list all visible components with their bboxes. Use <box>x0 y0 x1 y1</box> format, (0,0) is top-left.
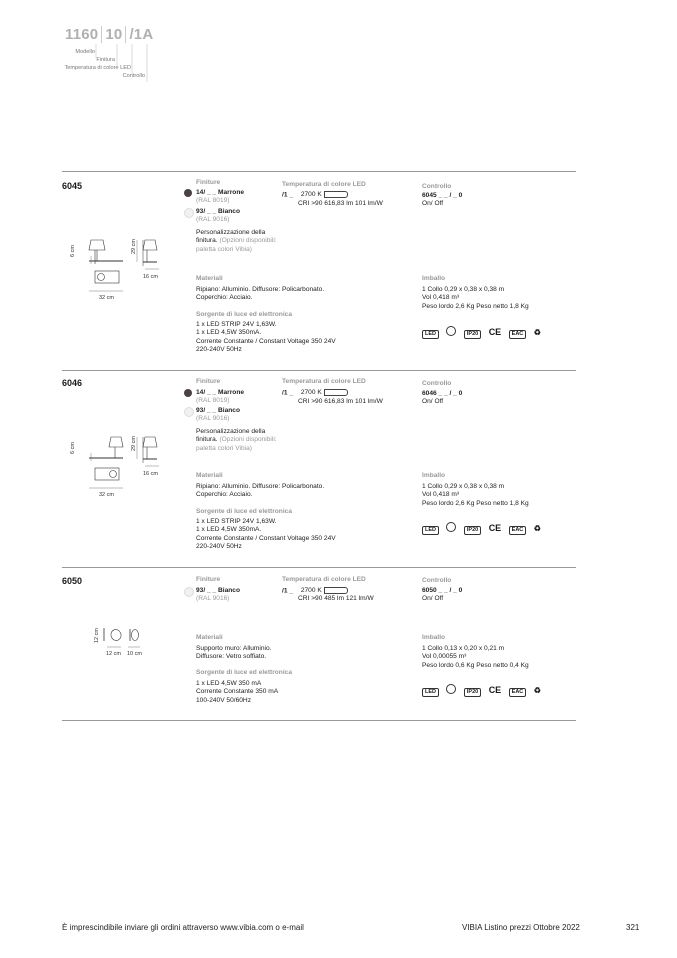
imballo-label: Imballo <box>422 472 446 479</box>
code-legend <box>62 26 156 43</box>
controllo-label: Controllo <box>422 577 452 584</box>
eac-badge: EAC <box>509 330 527 339</box>
dim-h: 29 cm <box>131 239 137 254</box>
legend-temp: Temperatura di colore LED <box>64 65 131 71</box>
dim-w: 32 cm <box>99 295 114 301</box>
lamp-icon <box>446 326 456 336</box>
temp-cri: CRI >90 616,83 lm 101 lm/W <box>298 398 383 405</box>
dim-d: 16 cm <box>143 274 158 280</box>
recycle-icon: ♻ <box>533 524 541 533</box>
ip20-badge: IP20 <box>464 526 481 535</box>
controllo-label: Controllo <box>422 183 452 190</box>
ip20-badge: IP20 <box>464 688 481 697</box>
recycle-icon: ♻ <box>533 686 541 695</box>
led-badge: LED <box>422 688 439 697</box>
sorgente-text: 1 x LED STRIP 24V 1,63W. 1 x LED 4,5W 350mA. Corrente Constante / Constant Voltage 350 24V 220-240V 50Hz <box>196 518 336 551</box>
temp-code: /1 _ 2700 K <box>282 587 348 596</box>
lamp-icon <box>446 684 456 694</box>
sorgente-label: Sorgente di luce ed elettronica <box>196 669 292 676</box>
dim-s: 6 cm <box>70 245 76 257</box>
temp-code: /1 _ 2700 K <box>282 389 348 398</box>
product-sku: 6045 <box>62 181 83 191</box>
legend-model: Modello <box>75 49 95 55</box>
imballo-text: 1 Collo 0,29 x 0,38 x 0,38 m Vol 0,418 m³ Peso lordo 2,6 Kg Peso netto 1,8 Kg <box>422 286 529 310</box>
product-sku: 6050 <box>62 576 83 586</box>
energy-label-icon <box>324 389 348 396</box>
temp-cri: CRI >90 616,83 lm 101 lm/W <box>298 200 383 207</box>
swatch-marrone <box>184 389 192 397</box>
product-drawing-6050 <box>95 625 155 655</box>
code-part-model: 1160 <box>62 26 102 43</box>
lamp-icon <box>446 522 456 532</box>
materiali-text: Ripiano: Alluminio. Diffusore: Policarbonato. Coperchio: Acciaio. <box>196 286 325 302</box>
dim-d: 10 cm <box>127 651 142 657</box>
led-badge: LED <box>422 330 439 339</box>
finish-marrone: 14/ _ _ Marrone (RAL 8019) <box>196 189 245 205</box>
code-part-control: /1A <box>129 26 154 43</box>
materiali-label: Materiali <box>196 634 223 641</box>
sorgente-label: Sorgente di luce ed elettronica <box>196 311 292 318</box>
imballo-label: Imballo <box>422 275 446 282</box>
certifications <box>422 322 541 340</box>
product-drawing-6045 <box>75 236 170 306</box>
controllo-label: Controllo <box>422 380 452 387</box>
page-number: 321 <box>626 923 640 932</box>
section-divider <box>62 370 576 371</box>
product-sku: 6046 <box>62 378 83 388</box>
controllo-value: On/ Off <box>422 200 444 207</box>
energy-label-icon <box>324 587 348 594</box>
swatch-marrone <box>184 189 192 197</box>
eac-badge: EAC <box>509 526 527 535</box>
dim-w: 32 cm <box>99 492 114 498</box>
materiali-label: Materiali <box>196 472 223 479</box>
finish-marrone: 14/ _ _ Marrone (RAL 8019) <box>196 389 245 405</box>
ce-icon: CE <box>488 327 502 337</box>
temp-label: Temperatura di colore LED <box>282 181 366 188</box>
imballo-label: Imballo <box>422 634 446 641</box>
legend-finish: Finitura <box>96 57 115 63</box>
energy-label-icon <box>324 191 348 198</box>
legend-lines <box>0 44 160 84</box>
finiture-label: Finiture <box>196 378 221 385</box>
finish-bianco: 93/ _ _ Bianco (RAL 9016) <box>196 208 240 224</box>
temp-label: Temperatura di colore LED <box>282 378 366 385</box>
custom-note: Personalizzazione della finitura. (Opzioni disponibili: paletta colori Vibia) <box>196 229 277 253</box>
sorgente-label: Sorgente di luce ed elettronica <box>196 508 292 515</box>
controllo-code: 6050 _ _ / _ 0 <box>422 587 463 594</box>
custom-note: Personalizzazione della finitura. (Opzioni disponibili: paletta colori Vibia) <box>196 428 277 452</box>
swatch-bianco <box>184 208 194 218</box>
imballo-text: 1 Collo 0,13 x 0,20 x 0,21 m Vol 0,00055 m³ Peso lordo 0,6 Kg Peso netto 0,4 Kg <box>422 645 529 669</box>
dim-w: 12 cm <box>106 651 121 657</box>
section-divider <box>62 567 576 568</box>
finiture-label: Finiture <box>196 576 221 583</box>
code-part-finish: 10 <box>102 26 126 43</box>
ce-icon: CE <box>488 523 502 533</box>
controllo-value: On/ Off <box>422 595 444 602</box>
legend-control: Controllo <box>122 73 145 79</box>
controllo-value: On/ Off <box>422 398 444 405</box>
recycle-icon: ♻ <box>533 328 541 337</box>
materiali-text: Supporto muro: Alluminio. Diffusore: Vetro soffiato. <box>196 645 272 661</box>
certifications <box>422 518 541 536</box>
dim-s: 6 cm <box>70 442 76 454</box>
dim-h: 29 cm <box>131 436 137 451</box>
led-badge: LED <box>422 526 439 535</box>
footer-note: È imprescindibile inviare gli ordini attraverso www.vibia.com o e-mail <box>62 923 304 932</box>
section-divider <box>62 720 576 721</box>
imballo-text: 1 Collo 0,29 x 0,38 x 0,38 m Vol 0,418 m³ Peso lordo 2,6 Kg Peso netto 1,8 Kg <box>422 483 529 507</box>
materiali-text: Ripiano: Alluminio. Diffusore: Policarbonato. Coperchio: Acciaio. <box>196 483 325 499</box>
finish-bianco: 93/ _ _ Bianco (RAL 9016) <box>196 587 240 603</box>
sorgente-text: 1 x LED STRIP 24V 1,63W. 1 x LED 4,5W 350mA. Corrente Constante / Constant Voltage 350 24V 220-240V 50Hz <box>196 321 336 354</box>
swatch-bianco <box>184 407 194 417</box>
footer-catalog: VIBIA Listino prezzi Ottobre 2022 <box>462 923 580 932</box>
temp-label: Temperatura di colore LED <box>282 576 366 583</box>
finish-bianco: 93/ _ _ Bianco (RAL 9016) <box>196 407 240 423</box>
temp-cri: CRI >90 485 lm 121 lm/W <box>298 595 374 602</box>
section-divider <box>62 171 576 172</box>
controllo-code: 6045 _ _ / _ 0 <box>422 192 463 199</box>
materiali-label: Materiali <box>196 275 223 282</box>
product-drawing-6046 <box>75 433 170 503</box>
ce-icon: CE <box>488 685 502 695</box>
temp-code: /1 _ 2700 K <box>282 191 348 200</box>
dim-d: 16 cm <box>143 471 158 477</box>
controllo-code: 6046 _ _ / _ 0 <box>422 390 463 397</box>
certifications <box>422 680 541 698</box>
swatch-bianco <box>184 587 194 597</box>
eac-badge: EAC <box>509 688 527 697</box>
dim-h: 12 cm <box>94 628 100 643</box>
ip20-badge: IP20 <box>464 330 481 339</box>
finiture-label: Finiture <box>196 179 221 186</box>
sorgente-text: 1 x LED 4,5W 350 mA Corrente Constante 350 mA 100-240V 50/60Hz <box>196 680 279 704</box>
